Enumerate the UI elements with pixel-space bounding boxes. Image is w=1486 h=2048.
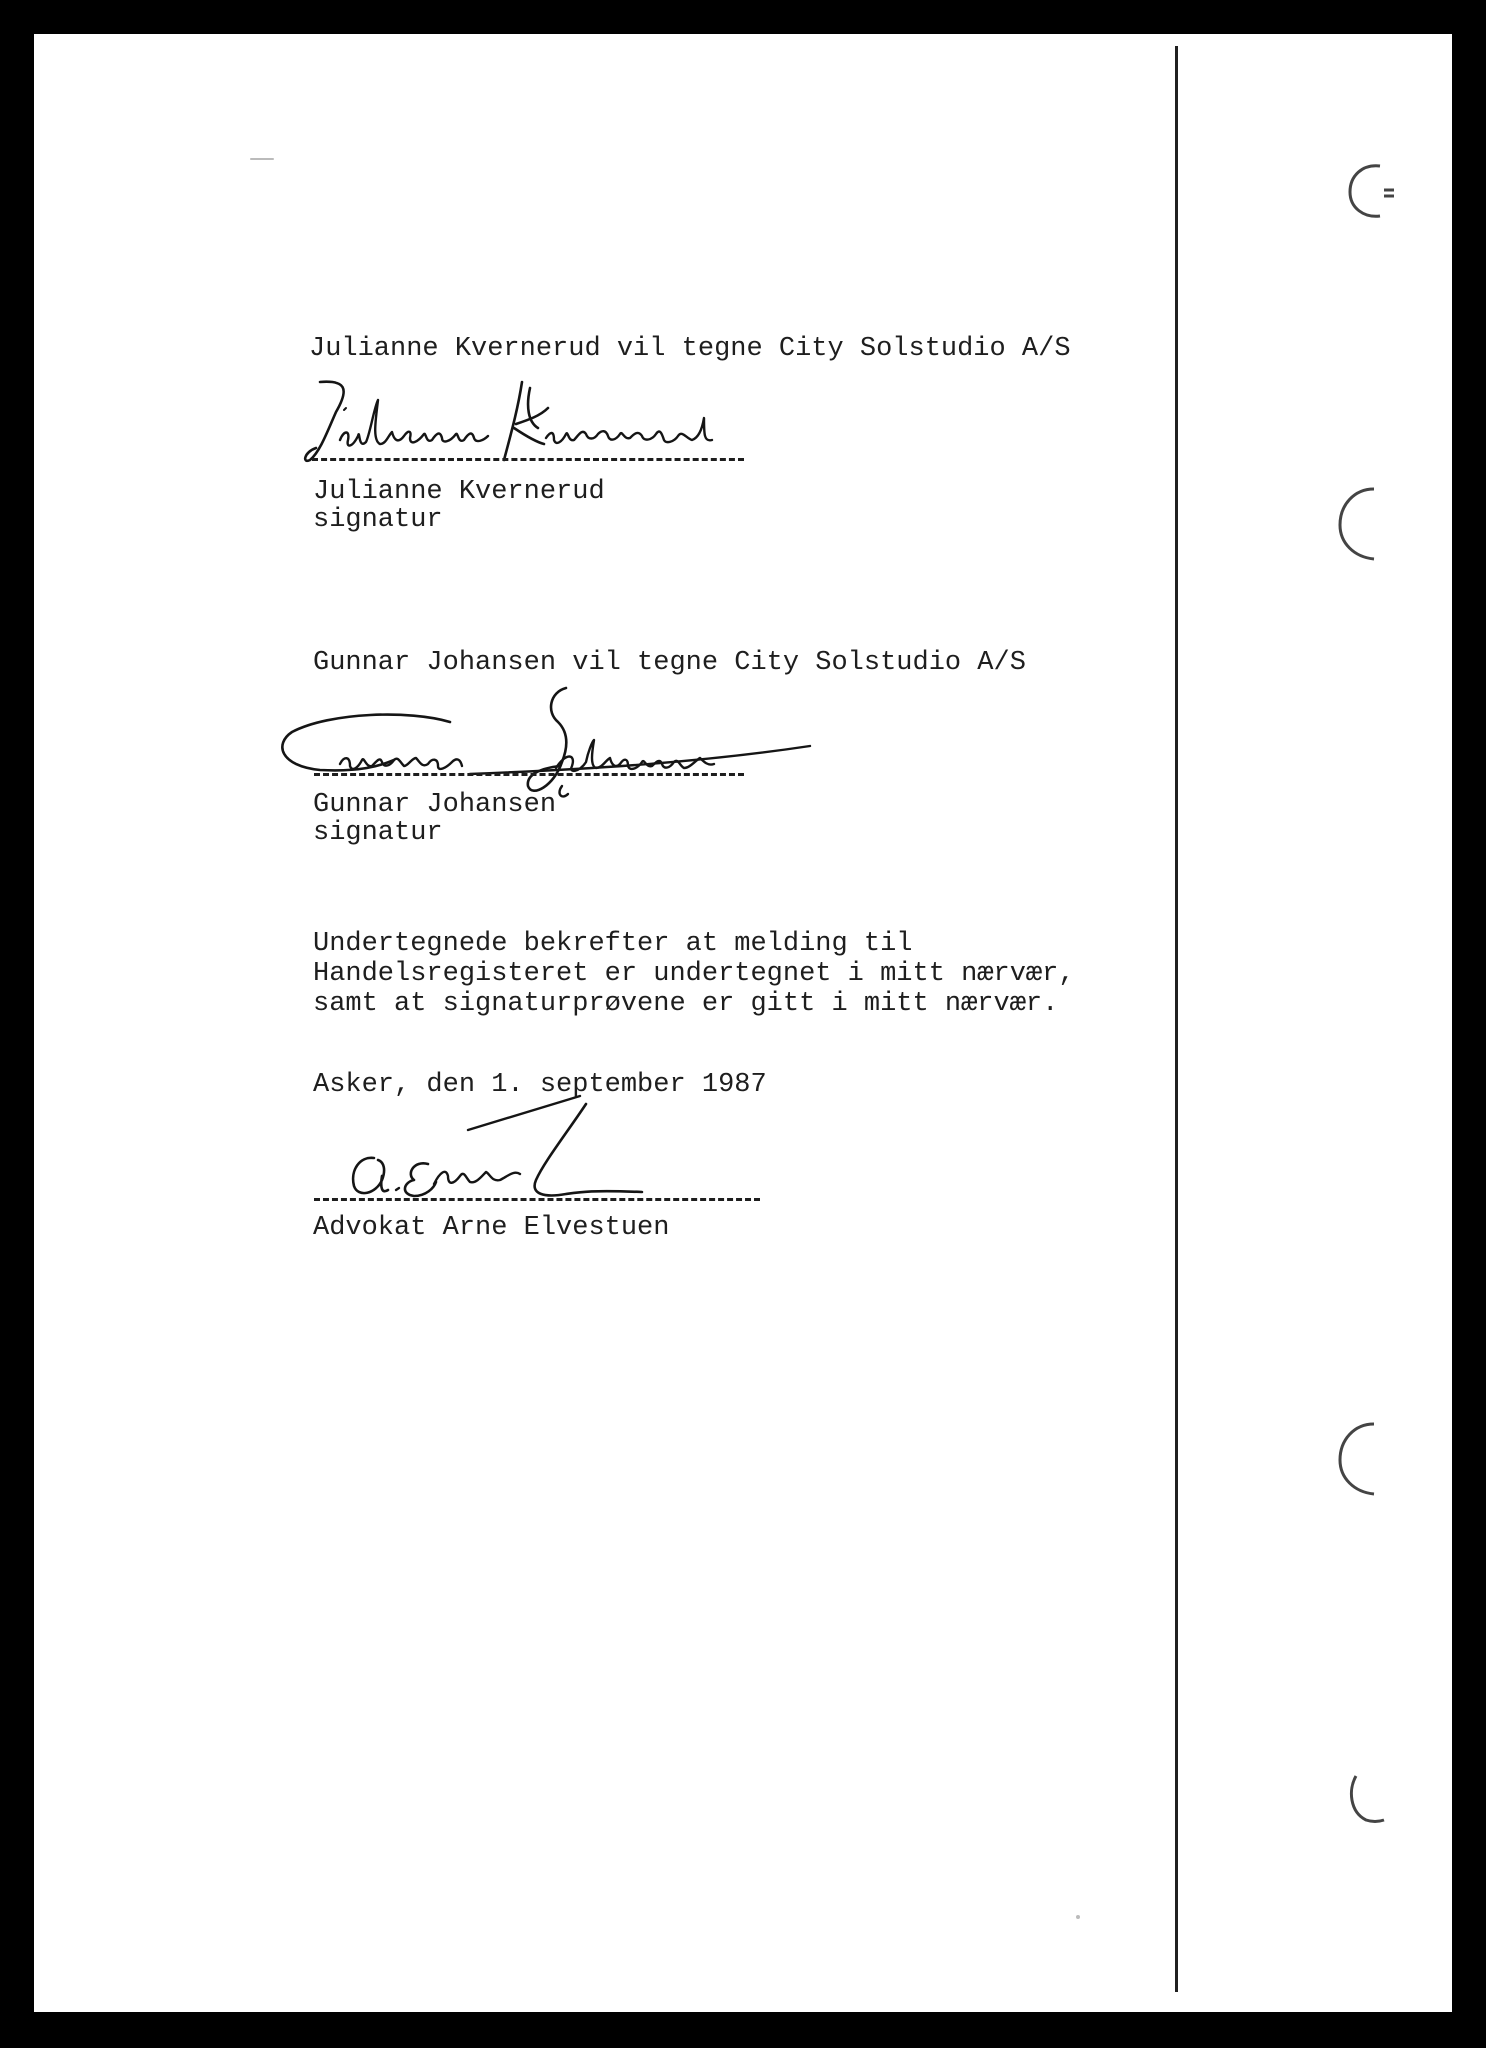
signature-line-lawyer [314, 1198, 760, 1201]
place-and-date: Asker, den 1. september 1987 [313, 1070, 767, 1100]
punch-hole-1 [1340, 160, 1420, 230]
signature-arne-elvestuen [330, 1090, 650, 1210]
signature-line-julianne [312, 458, 744, 461]
signer-role-gunnar: signatur [313, 818, 443, 848]
signature-gunnar-johansen [270, 682, 830, 802]
signing-statement-gunnar: Gunnar Johansen vil tegne City Solstudio A/S [313, 648, 1026, 678]
signature-line-gunnar [314, 773, 744, 776]
signature-julianne-kvernerud [300, 378, 750, 468]
punch-hole-3 [1330, 1420, 1410, 1500]
margin-fold-line [1175, 46, 1178, 1992]
document-page [34, 34, 1452, 2012]
signer-name-julianne: Julianne Kvernerud [313, 477, 605, 507]
paper-speck [1076, 1915, 1080, 1919]
lawyer-name: Advokat Arne Elvestuen [313, 1213, 670, 1243]
signer-name-gunnar: Gunnar Johansen [313, 790, 557, 820]
punch-hole-2 [1330, 485, 1410, 565]
signing-statement-julianne: Julianne Kvernerud vil tegne City Solstudio A/S [309, 334, 1071, 364]
confirmation-line-2: Handelsregisteret er undertegnet i mitt nærvær, [313, 959, 1075, 989]
punch-hole-4 [1340, 1770, 1400, 1830]
signer-role-julianne: signatur [313, 505, 443, 535]
paper-mark [250, 158, 274, 160]
confirmation-line-3: samt at signaturprøvene er gitt i mitt nærvær. [313, 989, 1059, 1019]
confirmation-line-1: Undertegnede bekrefter at melding til [313, 929, 913, 959]
